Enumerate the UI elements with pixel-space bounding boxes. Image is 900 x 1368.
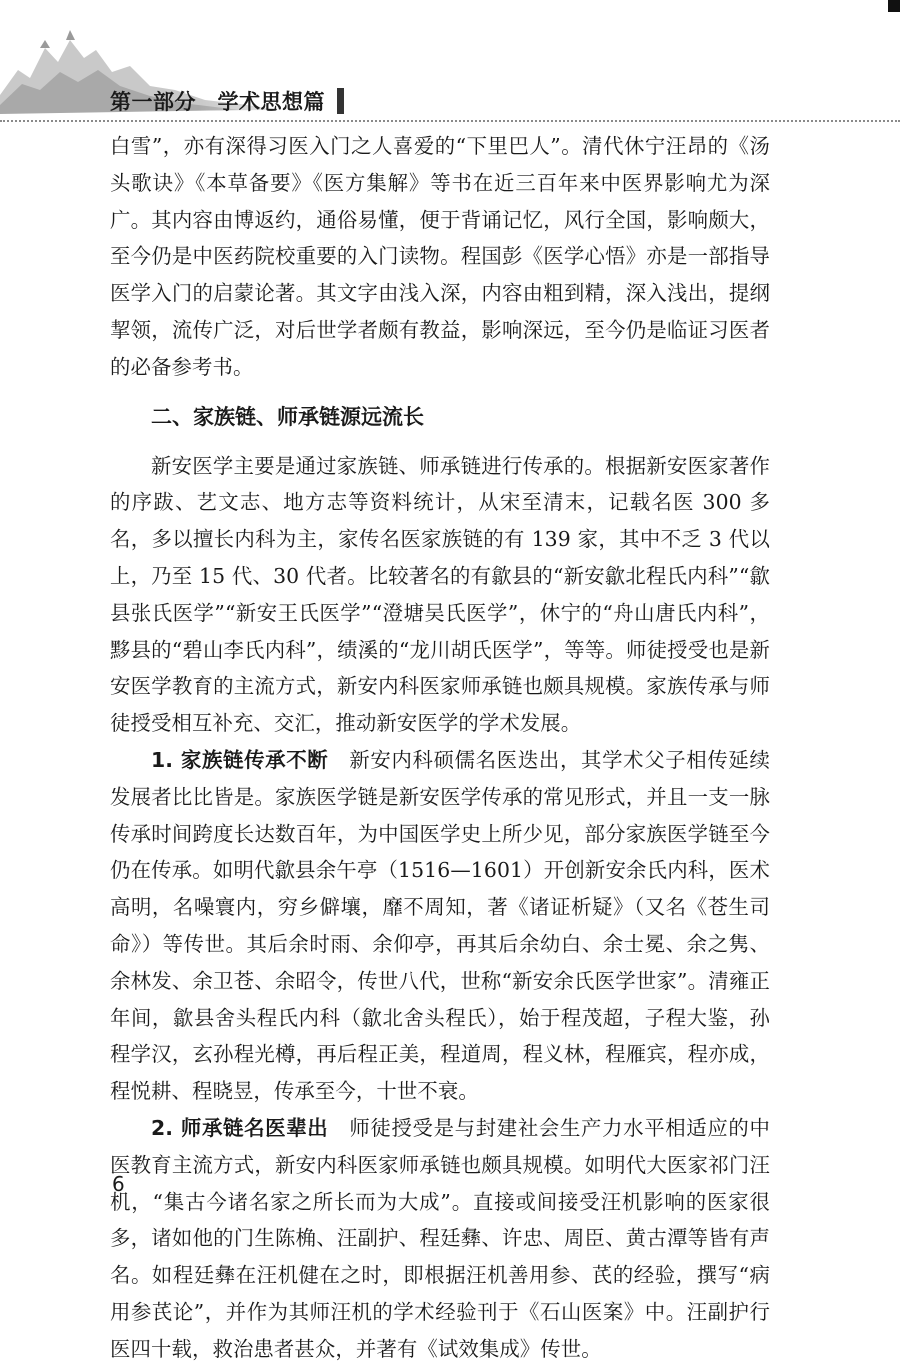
paragraph-4-text: 师徒授受是与封建社会生产力水平相适应的中医教育主流方式，新安内科医家师承链也颇具规模。如明代大医家祁门汪机，“集古今诸名家之所长而为大成”。直接或间接受汪机影响的医家很多，诸如他的门生陈桷、汪副护、程廷彝、许忠、周臣、黄古潭等皆有声名。如程廷彝在汪机健在之时，即根据汪机善用参、芪的经验，撰写“病用参芪论”，并作为其师汪机的学术经验刊于《石山医案》中。汪副护行医四十载，救治患者甚众，并著有《试效集成》传世。: [110, 1115, 770, 1361]
page-number: 6: [112, 1172, 125, 1196]
section-heading: 二、家族链、师承链源远流长: [151, 404, 424, 429]
paragraph-4: [110, 1110, 770, 1368]
running-header-title: 第一部分 学术思想篇: [110, 90, 325, 114]
running-header: [110, 86, 344, 116]
paragraph-1: 白雪”，亦有深得习医入门之人喜爱的“下里巴人”。清代休宁汪昂的《汤头歌诀》《本草备要》《医方集解》等书在近三百年来中医界影响尤为深广。其内容由博返约，通俗易懂，便于背诵记忆，风行全国，影响颇大，至今仍是中医药院校重要的入门读物。程国彭《医学心悟》亦是一部指导医学入门的启蒙论著。其文字由浅入深，内容由粗到精，深入浅出，提纲挈领，流传广泛，对后世学者颇有教益，影响深远，至今仍是临证习医者的必备参考书。: [110, 134, 770, 379]
paragraph-3-text: 新安内科硕儒名医迭出，其学术父子相传延续发展者比比皆是。家族医学链是新安医学传承的常见形式，并且一支一脉传承时间跨度长达数百年，为中国医学史上所少见，部分家族医学链至今仍在传承。如明代歙县余午亭（1516—1601）开创新安余氏内科，医术高明，名噪寰内，穷乡僻壤，靡不周知，著《诸证析疑》（又名《苍生司命》）等传世。其后余时雨、余仰亭，再其后余幼白、余士冕、余之隽、余林发、余卫苍、余昭令，传世八代，世称“新安余氏医学世家”。清雍正年间，歙县舍头程氏内科（歙北舍头程氏），始于程茂超，子程大鉴，孙程学汉，玄孙程光樽，再后程正美，程道周，程义林，程雁宾，程亦成，程悦耕、程晓昱，传承至今，十世不衰。: [110, 747, 770, 1104]
body-text: [110, 128, 770, 1368]
header-bar-mark: [337, 88, 344, 114]
paragraph-2: 新安医学主要是通过家族链、师承链进行传承的。根据新安医家著作的序跋、艺文志、地方志等资料统计，从宋至清末，记载名医 300 多名，多以擅长内科为主，家传名医家族链的有 139 家，其中不乏 3 代以上，乃至 15 代、30 代者。比较著名的有歙县的“新安歙北程氏内科”“歙县张氏医学”“新安王氏医学”“澄塘吴氏医学”，休宁的“舟山唐氏内科”，黟县的“碧山李氏内科”，绩溪的“龙川胡氏医学”，等等。师徒授受也是新安医学教育的主流方式，新安内科医家师承链也颇具规模。家族传承与师徒授受相互补充、交汇，推动新安医学的学术发展。: [110, 453, 770, 736]
paragraph-3: [110, 742, 770, 1110]
subheading-mentor-chain: 2. 师承链名医辈出: [151, 1115, 329, 1140]
corner-crop-mark: [888, 0, 900, 12]
subheading-family-chain: 1. 家族链传承不断: [151, 747, 329, 772]
header-dotted-rule: [0, 120, 900, 122]
